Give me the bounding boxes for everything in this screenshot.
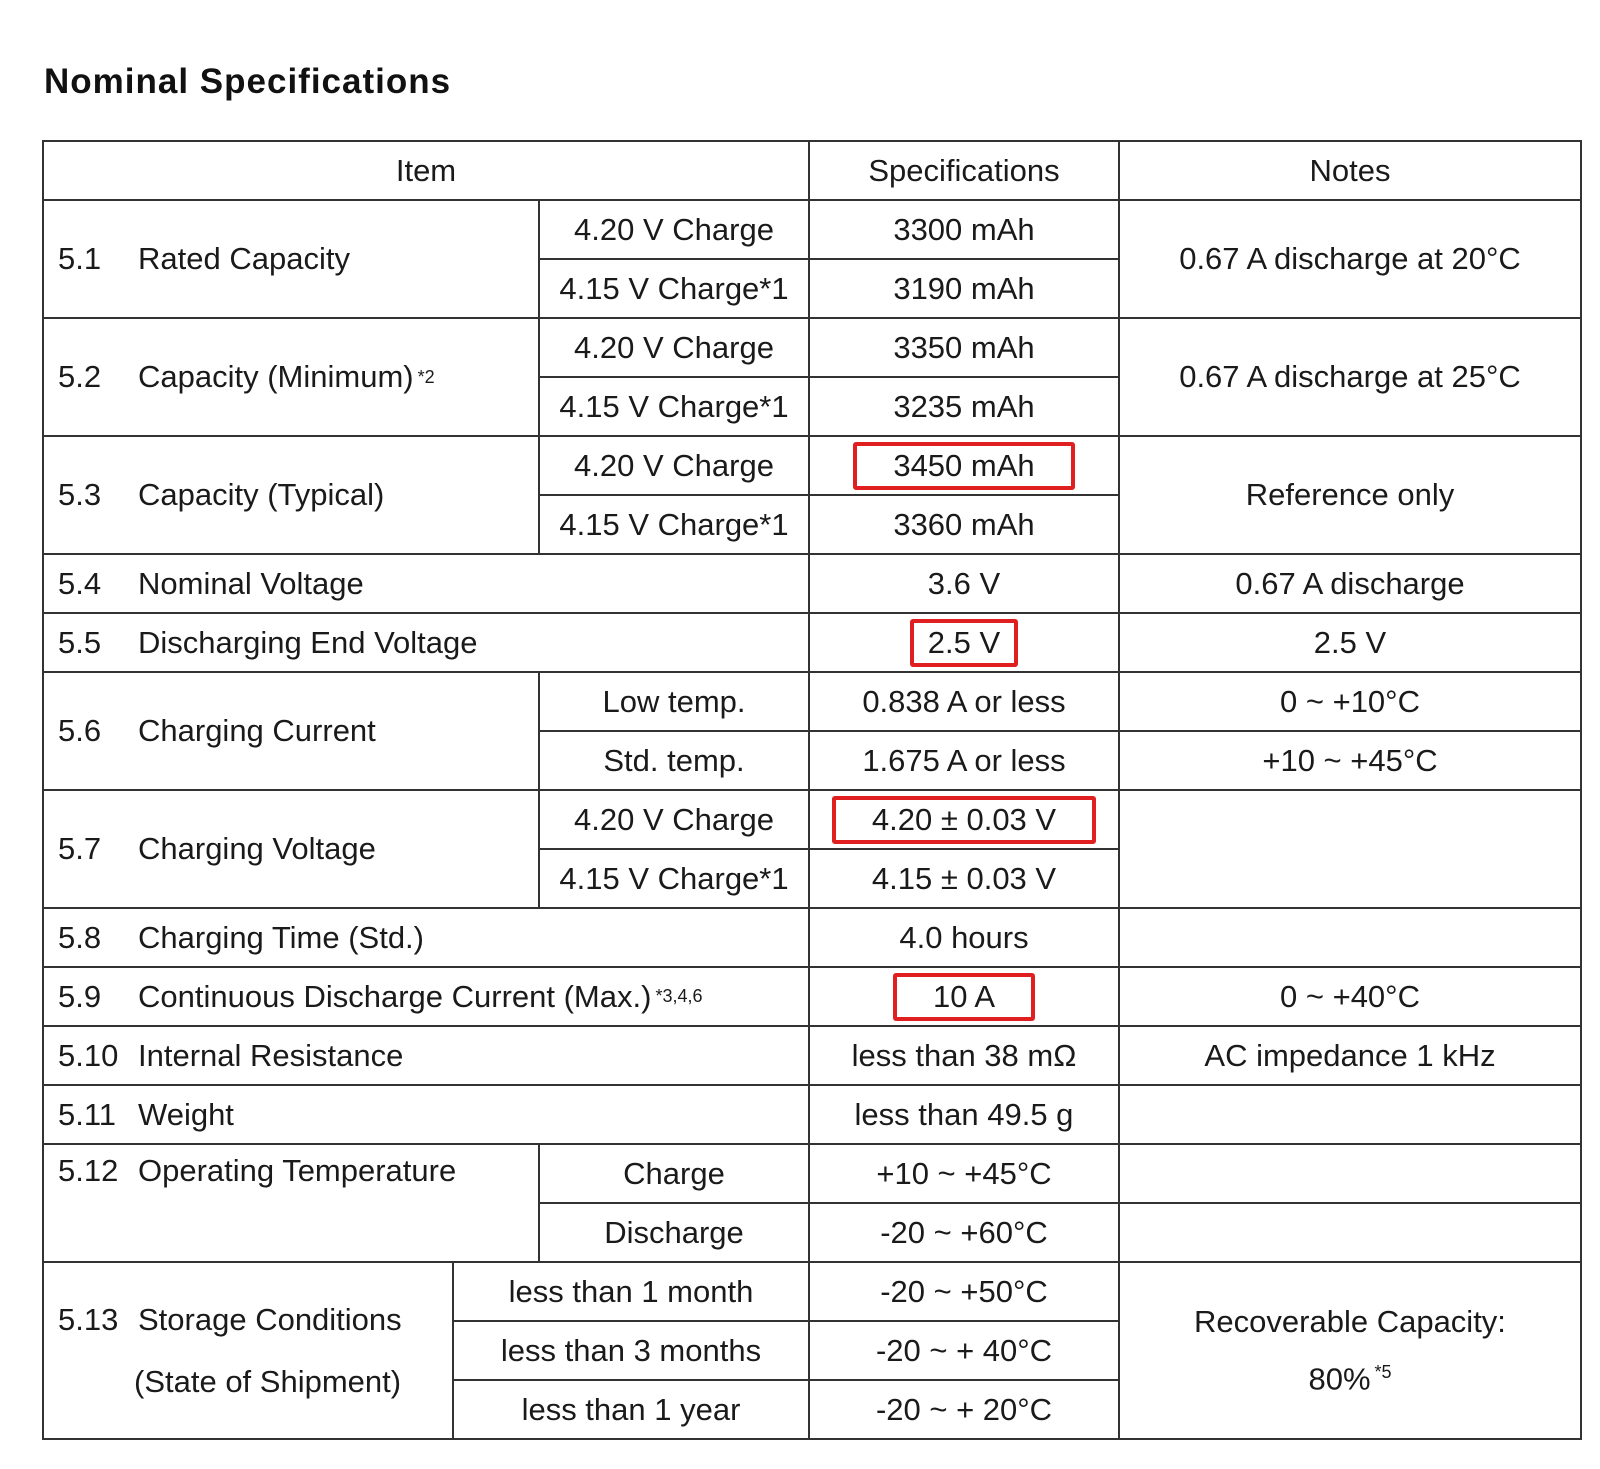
notes-cell <box>1119 1203 1581 1262</box>
item-label-cell <box>43 1026 809 1085</box>
table-row <box>43 613 1581 672</box>
notes-cell <box>1119 1144 1581 1203</box>
notes-cell: 2.5 V <box>1119 613 1581 672</box>
notes-cell: Reference only <box>1119 436 1581 554</box>
item-number: 5.9 <box>58 978 102 1014</box>
specifications-table <box>42 140 1582 1440</box>
notes-cell: 0 ~ +10°C <box>1119 672 1581 731</box>
item-number: 5.3 <box>58 477 102 512</box>
item-name: Nominal Voltage <box>138 565 364 601</box>
spec-value: -20 ~ +60°C <box>809 1203 1119 1262</box>
notes-line <box>1120 1347 1580 1404</box>
item-number: 5.8 <box>58 919 102 955</box>
condition-cell: less than 1 year <box>453 1380 809 1439</box>
item-label-cell <box>43 908 809 967</box>
spec-value: -20 ~ + 40°C <box>809 1321 1119 1380</box>
table-row <box>43 1085 1581 1144</box>
notes-cell: 0 ~ +40°C <box>1119 967 1581 1026</box>
notes-cell: 0.67 A discharge <box>1119 554 1581 613</box>
item-name: Charging Current <box>138 713 376 748</box>
highlight-box: 4.20 ± 0.03 V <box>832 796 1096 844</box>
spec-value: 3190 mAh <box>809 259 1119 318</box>
item-label-cell <box>43 790 539 908</box>
spec-value: -20 ~ + 20°C <box>809 1380 1119 1439</box>
item-label-cell <box>43 318 539 436</box>
table-row <box>43 1262 1581 1321</box>
condition-cell: 4.15 V Charge*1 <box>539 495 809 554</box>
notes-cell <box>1119 908 1581 967</box>
item-name: Charging Time (Std.) <box>138 919 424 955</box>
spec-value-highlighted <box>809 967 1119 1026</box>
item-name: Weight <box>138 1096 234 1132</box>
spec-value: 3.6 V <box>809 554 1119 613</box>
header-specifications: Specifications <box>809 141 1119 200</box>
table-row <box>43 790 1581 849</box>
spec-value: 3360 mAh <box>809 495 1119 554</box>
item-label-cell <box>43 1262 453 1439</box>
condition-cell: 4.15 V Charge*1 <box>539 259 809 318</box>
notes-cell: 0.67 A discharge at 25°C <box>1119 318 1581 436</box>
highlight-box: 2.5 V <box>910 619 1018 667</box>
item-number: 5.2 <box>58 359 102 394</box>
item-label-cell <box>43 554 809 613</box>
table-row <box>43 436 1581 495</box>
notes-cell <box>1119 1262 1581 1439</box>
condition-cell: 4.20 V Charge <box>539 790 809 849</box>
condition-cell: 4.20 V Charge <box>539 318 809 377</box>
condition-cell: 4.20 V Charge <box>539 200 809 259</box>
item-name: Capacity (Minimum) <box>138 359 414 394</box>
footnote-mark: *5 <box>1374 1361 1392 1382</box>
spec-value-highlighted <box>809 613 1119 672</box>
item-label-cell <box>43 613 809 672</box>
notes-cell: +10 ~ +45°C <box>1119 731 1581 790</box>
condition-cell: Charge <box>539 1144 809 1203</box>
spec-value: 0.838 A or less <box>809 672 1119 731</box>
condition-cell: Low temp. <box>539 672 809 731</box>
condition-cell: Discharge <box>539 1203 809 1262</box>
spec-value: +10 ~ +45°C <box>809 1144 1119 1203</box>
notes-value: 80% <box>1308 1361 1371 1397</box>
table-row <box>43 908 1581 967</box>
spec-value: 4.15 ± 0.03 V <box>809 849 1119 908</box>
notes-cell: AC impedance 1 kHz <box>1119 1026 1581 1085</box>
notes-cell <box>1119 790 1581 908</box>
table-row <box>43 672 1581 731</box>
item-label-cell <box>43 967 809 1026</box>
spec-value: less than 49.5 g <box>809 1085 1119 1144</box>
item-number: 5.7 <box>58 831 102 866</box>
item-label-cell <box>43 672 539 790</box>
condition-cell: less than 3 months <box>453 1321 809 1380</box>
item-name: Charging Voltage <box>138 831 376 866</box>
notes-cell: 0.67 A discharge at 20°C <box>1119 200 1581 318</box>
highlight-box: 10 A <box>893 973 1035 1021</box>
spec-value: 3350 mAh <box>809 318 1119 377</box>
header-notes: Notes <box>1119 141 1581 200</box>
notes-line: Recoverable Capacity: <box>1194 1303 1506 1339</box>
item-number: 5.12 <box>58 1153 119 1188</box>
item-number: 5.4 <box>58 565 102 601</box>
item-name: Storage Conditions <box>138 1301 402 1337</box>
item-label-cell <box>43 1144 539 1262</box>
item-number: 5.11 <box>58 1096 117 1132</box>
header-row <box>43 141 1581 200</box>
table-row <box>43 967 1581 1026</box>
spec-value: 1.675 A or less <box>809 731 1119 790</box>
header-item: Item <box>43 141 809 200</box>
spec-value-highlighted <box>809 436 1119 495</box>
item-name: Internal Resistance <box>138 1037 404 1073</box>
item-number: 5.6 <box>58 713 102 748</box>
notes-cell <box>1119 1085 1581 1144</box>
spec-value: 3300 mAh <box>809 200 1119 259</box>
item-label-cell <box>43 436 539 554</box>
table-row <box>43 1144 1581 1203</box>
spec-value: 3235 mAh <box>809 377 1119 436</box>
item-number: 5.13 <box>58 1301 119 1337</box>
table-row <box>43 554 1581 613</box>
item-number: 5.10 <box>58 1037 119 1073</box>
item-label-cell <box>43 1085 809 1144</box>
table-row <box>43 318 1581 377</box>
footnote-mark: *2 <box>417 366 435 387</box>
item-label-cell <box>43 200 539 318</box>
item-subname: (State of Shipment) <box>134 1363 402 1399</box>
spec-value-highlighted <box>809 790 1119 849</box>
condition-cell: 4.15 V Charge*1 <box>539 377 809 436</box>
condition-cell: 4.15 V Charge*1 <box>539 849 809 908</box>
item-name: Rated Capacity <box>138 241 350 276</box>
table-row <box>43 1026 1581 1085</box>
condition-cell: 4.20 V Charge <box>539 436 809 495</box>
condition-cell: less than 1 month <box>453 1262 809 1321</box>
spec-value: 4.0 hours <box>809 908 1119 967</box>
spec-value: -20 ~ +50°C <box>809 1262 1119 1321</box>
item-name: Continuous Discharge Current (Max.) <box>138 978 652 1014</box>
item-number: 5.1 <box>58 241 102 276</box>
item-name: Operating Temperature <box>138 1153 457 1188</box>
item-name: Discharging End Voltage <box>138 624 478 660</box>
spec-value: less than 38 mΩ <box>809 1026 1119 1085</box>
condition-cell: Std. temp. <box>539 731 809 790</box>
table-row <box>43 200 1581 259</box>
page-title: Nominal Specifications <box>44 62 452 101</box>
item-name: Capacity (Typical) <box>138 477 385 512</box>
highlight-box: 3450 mAh <box>853 442 1074 490</box>
item-number: 5.5 <box>58 624 102 660</box>
footnote-mark: *3,4,6 <box>655 986 703 1006</box>
